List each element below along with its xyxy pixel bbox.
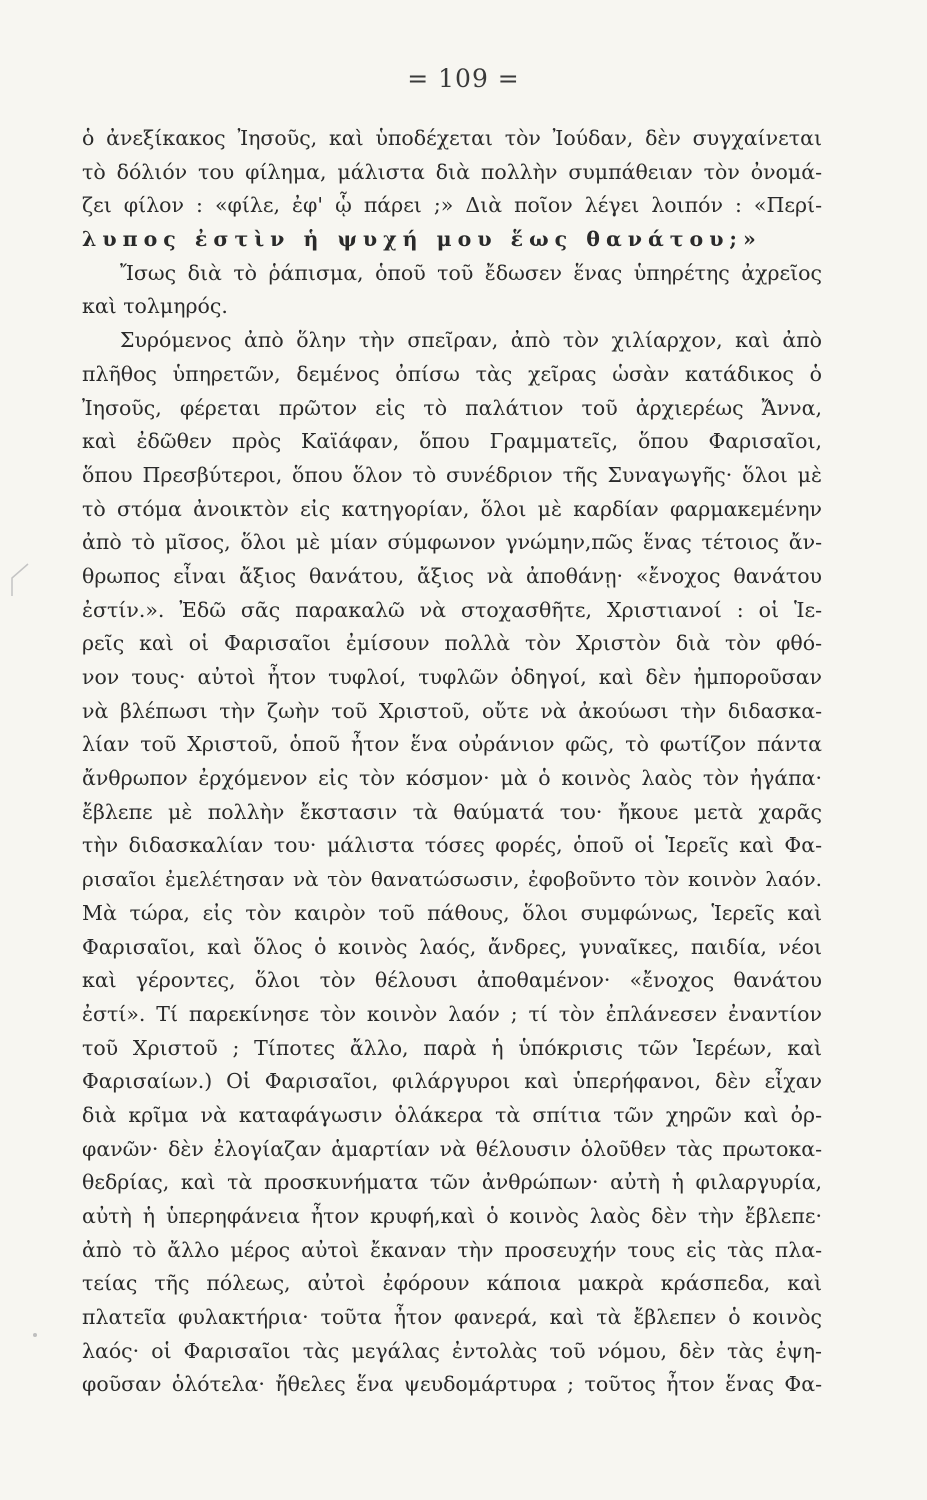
text-line: λαός· οἱ Φαρισαῖοι τὰς μεγάλας ἐντολὰς τοῦ νόμου, δὲν τὰς ἐψη- bbox=[82, 1338, 822, 1363]
margin-bracket-mark bbox=[4, 560, 34, 600]
text-line: φανῶν· δὲν ἐλογίαζαν ἁμαρτίαν νὰ θέλουσιν ὁλοῦθεν τὰς πρωτοκα- bbox=[82, 1136, 822, 1161]
text-line: Φαρισαίων.) Οἱ Φαρισαῖοι, φιλάργυροι καὶ ὑπερήφανοι, δὲν εἶχαν bbox=[82, 1069, 822, 1094]
text-line: θρωπος εἶναι ἄξιος θανάτου, ἄξιος νὰ ἀποθάνῃ· «ἔνοχος θανάτου bbox=[82, 563, 822, 588]
text-line: ἔβλεπε μὲ πολλὴν ἔκστασιν τὰ θαύματά του· ἤκουε μετὰ χαρᾶς bbox=[82, 799, 822, 824]
page-number: = 109 = bbox=[407, 64, 520, 93]
text-line: ὁ ἀνεξίκακος Ἰησοῦς, καὶ ὑποδέχεται τὸν Ἰούδαν, δὲν συγχαίνεται bbox=[82, 126, 822, 150]
text-line: αὐτὴ ἡ ὑπερηφάνεια ἦτον κρυφή,καὶ ὁ κοινὸς λαὸς δὲν τὴν ἔβλεπε· bbox=[82, 1204, 822, 1228]
text-line: ἀπὸ τὸ μῖσος, ὅλοι μὲ μίαν σύμφωνον γνώμην,πῶς ἕνας τέτοιος ἄν- bbox=[82, 530, 822, 555]
text-line: λυπος ἐστὶν ἡ ψυχή μου ἕως θανάτου;» bbox=[82, 227, 762, 252]
text-line: πλατεῖα φυλακτήρια· τοῦτα ἦτον φανερά, καὶ τὰ ἔβλεπεν ὁ κοινὸς bbox=[82, 1305, 822, 1330]
text-line: ἀπὸ τὸ ἄλλο μέρος αὐτοὶ ἔκαναν τὴν προσευχήν τους εἰς τὰς πλα- bbox=[82, 1237, 822, 1262]
text-line: ἄνθρωπον ἐρχόμενον εἰς τὸν κόσμον· μὰ ὁ κοινὸς λαὸς τὸν ἠγάπα· bbox=[82, 766, 822, 791]
body-text bbox=[82, 122, 822, 1402]
text-line: Συρόμενος ἀπὸ ὅλην τὴν σπεῖραν, ἀπὸ τὸν χιλίαρχον, καὶ ἀπὸ bbox=[120, 328, 822, 353]
text-line: ἐστί». Τί παρεκίνησε τὸν κοινὸν λαόν ; τί τὸν ἐπλάνεσεν ἐναντίον bbox=[82, 1001, 822, 1026]
text-line: πλῆθος ὑπηρετῶν, δεμένος ὀπίσω τὰς χεῖρας ὡσὰν κατάδικος ὁ bbox=[82, 361, 822, 386]
text-line: καὶ τολμηρός. bbox=[82, 294, 228, 319]
text-line: Μὰ τώρα, εἰς τὸν καιρὸν τοῦ πάθους, ὅλοι συμφώνως, Ἱερεῖς καὶ bbox=[82, 900, 822, 925]
text-line: ρισαῖοι ἐμελέτησαν νὰ τὸν θανατώσωσιν, ἐφοβοῦντο τὸν κοινὸν λαόν. bbox=[82, 867, 822, 892]
text-line: καὶ γέροντες, ὅλοι τὸν θέλουσι ἀποθαμένον· «ἔνοχος θανάτου bbox=[82, 968, 822, 993]
margin-dot-mark bbox=[30, 1330, 40, 1340]
text-line: φοῦσαν ὁλότελα· ἤθελες ἕνα ψευδομάρτυρα ; τοῦτος ἦτον ἕνας Φα- bbox=[82, 1372, 822, 1397]
text-line: Ἴσως διὰ τὸ ῥάπισμα, ὁποῦ τοῦ ἔδωσεν ἕνας ὑπηρέτης ἀχρεῖος bbox=[120, 260, 822, 285]
text-line: τὸ στόμα ἀνοικτὸν εἰς κατηγορίαν, ὅλοι μὲ καρδίαν φαρμακεμένην bbox=[82, 496, 822, 521]
text-line: τείας τῆς πόλεως, αὐτοὶ ἐφόρουν κάποια μακρὰ κράσπεδα, καὶ bbox=[82, 1271, 822, 1296]
text-line: θεδρίας, καὶ τὰ προσκυνήματα τῶν ἀνθρώπων· αὐτὴ ἡ φιλαργυρία, bbox=[82, 1170, 822, 1195]
text-line: τὸ δόλιόν του φίλημα, μάλιστα διὰ πολλὴν συμπάθειαν τὸν ὀνομά- bbox=[82, 159, 822, 184]
text-line: νὰ βλέπωσι τὴν ζωὴν τοῦ Χριστοῦ, οὔτε νὰ ἀκούωσι τὴν διδασκα- bbox=[82, 698, 822, 723]
text-line: διὰ κρῖμα νὰ καταφάγωσιν ὁλάκερα τὰ σπίτια τῶν χηρῶν καὶ ὀρ- bbox=[82, 1102, 822, 1127]
text-line: νον τους· αὐτοὶ ἦτον τυφλοί, τυφλῶν ὁδηγοί, καὶ δὲν ἠμποροῦσαν bbox=[82, 665, 822, 689]
text-line: Ἰησοῦς, φέρεται πρῶτον εἰς τὸ παλάτιον τοῦ ἀρχιερέως Ἄννα, bbox=[82, 395, 822, 420]
text-line: ἐστίν.». Ἐδῶ σᾶς παρακαλῶ νὰ στοχασθῆτε, Χριστιανοί : οἱ Ἱε- bbox=[82, 597, 822, 622]
text-line: ρεῖς καὶ οἱ Φαρισαῖοι ἐμίσουν πολλὰ τὸν Χριστὸν διὰ τὸν φθό- bbox=[82, 631, 822, 656]
text-line: καὶ ἐδῶθεν πρὸς Καϊάφαν, ὅπου Γραμματεῖς, ὅπου Φαρισαῖοι, bbox=[82, 429, 822, 454]
text-line: τὴν διδασκαλίαν του· μάλιστα τόσες φορές, ὁποῦ οἱ Ἱερεῖς καὶ Φα- bbox=[82, 833, 822, 858]
text-line: Φαρισαῖοι, καὶ ὅλος ὁ κοινὸς λαός, ἄνδρες, γυναῖκες, παιδία, νέοι bbox=[82, 934, 822, 959]
text-line: ὅπου Πρεσβύτεροι, ὅπου ὅλον τὸ συνέδριον τῆς Συναγωγῆς· ὅλοι μὲ bbox=[82, 462, 822, 487]
text-line: ζει φίλον : «φίλε, ἐφ' ᾧ πάρει ;» Διὰ ποῖον λέγει λοιπόν : «Περί- bbox=[82, 193, 822, 218]
text-line: τοῦ Χριστοῦ ; Τίποτες ἄλλο, παρὰ ἡ ὑπόκρισις τῶν Ἱερέων, καὶ bbox=[82, 1035, 822, 1060]
text-line: λίαν τοῦ Χριστοῦ, ὁποῦ ἦτον ἕνα οὐράνιον φῶς, τὸ φωτίζον πάντα bbox=[82, 732, 822, 757]
